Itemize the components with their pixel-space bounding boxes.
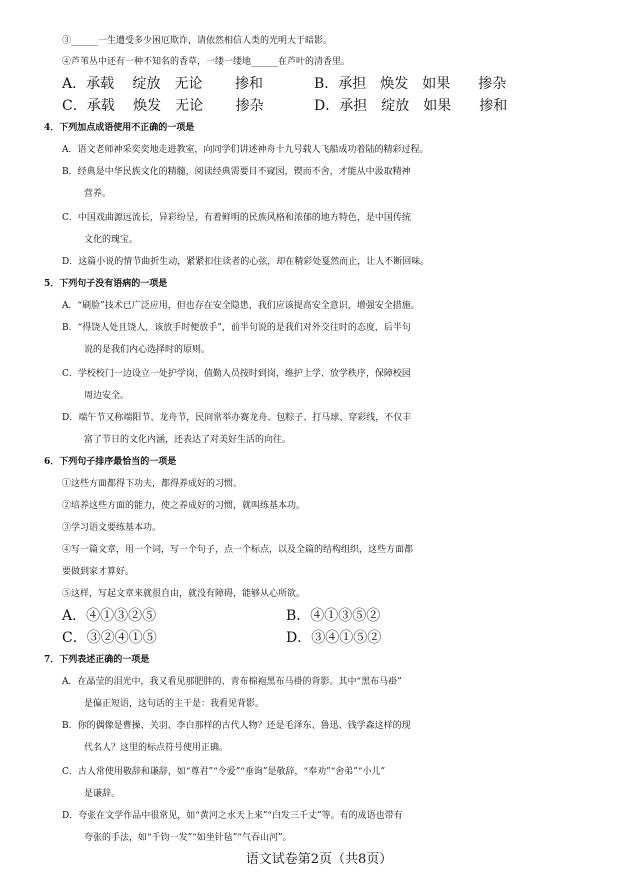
q5-option-b-cont: 说的是我们内心选择时的原则。 — [84, 345, 211, 355]
q4-option-c-cont: 文化的瑰宝。 — [84, 235, 139, 245]
q4-option-b: B．经典是中华民族文化的精髓，阅读经典需要目不窥园，锲而不舍，才能从中汲取精神 — [62, 167, 411, 177]
q6-sentence-1: ①这些方面都得下功夫，都得养成好的习惯。 — [62, 479, 243, 489]
q6-sentence-3: ③学习语文要练基本功。 — [62, 523, 162, 533]
q6-sentence-4: ④写一篇文章，用一个词，写一个句子，点一个标点，以及全篇的结构组织，这些方面都 — [62, 545, 414, 555]
q3-option-d: D．承担 绽放 如果 掺和 — [314, 98, 508, 114]
q7-option-d: D．夸张在文学作品中很常见，如“黄河之水天上来”“白发三千丈”等。有的成语也带有 — [62, 811, 403, 821]
q3-option-c: C．承载 焕发 无论 掺杂 — [62, 98, 264, 114]
q4-stem: 4．下列加点成语使用不正确的一项是 — [44, 123, 195, 133]
q3-option-b: B．承担 焕发 如果 掺杂 — [314, 76, 507, 92]
q3-sentence-3: ③______一生遭受多少困厄欺诈，请依然相信人类的光明大于暗影。 — [62, 36, 333, 46]
q5-option-b: B．“得饶人处且饶人，该放手时便放手”，前半句说的是我们对外交往时的态度，后半句 — [62, 323, 411, 333]
q7-stem: 7．下列表述正确的一项是 — [44, 655, 150, 665]
q6-option-d: D．③④①⑤② — [286, 630, 382, 646]
q7-option-b-cont: 代名人？这里的标点符号使用正确。 — [84, 743, 229, 753]
q4-option-d: D．这篇小说的情节曲折生动，紧紧扣住读者的心弦，却在精彩处戛然而止，让人不断回味。 — [62, 257, 430, 267]
q7-option-a: A．在晶莹的泪光中，我又看见那肥胖的、青布棉袍黑布马褂的背影。其中“黑布马褂” — [62, 677, 402, 687]
q5-option-a: A．“刷脸”技术已广泛应用，但也存在安全隐患，我们应该提高安全意识，增强安全措施。 — [62, 301, 420, 311]
q6-sentence-4-cont: 要做到家才算好。 — [62, 567, 135, 577]
q5-option-d: D．端午节又称端阳节、龙舟节，民间常举办赛龙舟、包粽子、打马球、穿彩线，不仅丰 — [62, 413, 412, 423]
page-footer: 语文试卷第2页（共8页） — [245, 852, 393, 867]
q6-option-b: B．④①③⑤② — [286, 608, 381, 624]
q6-option-a: A．④①③②⑤ — [62, 608, 157, 624]
q6-sentence-5: ⑤这样，写起文章来就很自由，就没有障碍，能够从心所欲。 — [62, 589, 306, 599]
q5-option-d-cont: 富了节日的文化内涵，还表达了对美好生活的向往。 — [84, 435, 292, 445]
q3-option-a: A．承载 绽放 无论 掺和 — [62, 76, 264, 92]
q5-option-c-cont: 周边安全。 — [84, 391, 130, 401]
q6-stem: 6．下列句子排序最恰当的一项是 — [44, 457, 177, 467]
q4-option-a: A．语文老师神采奕奕地走进教室，向同学们讲述神舟十九号载人飞船成功着陆的精彩过程。 — [62, 145, 429, 155]
q4-option-c: C．中国戏曲源远流长，异彩纷呈，有着鲜明的民族风格和浓郁的地方特色，是中国传统 — [62, 213, 411, 223]
q7-option-c: C．古人常使用敬辞和谦辞，如“尊君”“令爱”“垂询”是敬辞，“奉劝”“舍弟”“小儿” — [62, 767, 386, 777]
q6-sentence-2: ②培养这些方面的能力，使之养成好的习惯，就叫练基本功。 — [62, 501, 306, 511]
q5-option-c: C．学校校门一边设立一处护学岗，值勤人员按时到岗，维护上学、放学秩序，保障校园 — [62, 369, 411, 379]
q7-option-c-cont: 是谦辞。 — [84, 789, 121, 799]
q4-option-b-cont: 营养。 — [84, 189, 112, 199]
q6-option-c: C．③②④①⑤ — [62, 630, 157, 646]
q5-stem: 5．下列句子没有语病的一项是 — [44, 279, 168, 289]
q7-option-a-cont: 是偏正短语，这句话的主干是：我看见背影。 — [84, 699, 265, 709]
q7-option-d-cont: 夸张的手法，如“千钧一发”“如坐针毡”“气吞山河”。 — [84, 833, 292, 843]
q3-sentence-4: ④芦苇丛中还有一种不知名的香草，一缕一缕地______在芦叶的清香里。 — [62, 57, 351, 67]
q7-option-b: B．你的偶像是曹操、关羽、李白那样的古代人物？还是毛泽东、鲁迅、钱学森这样的现 — [62, 721, 411, 731]
